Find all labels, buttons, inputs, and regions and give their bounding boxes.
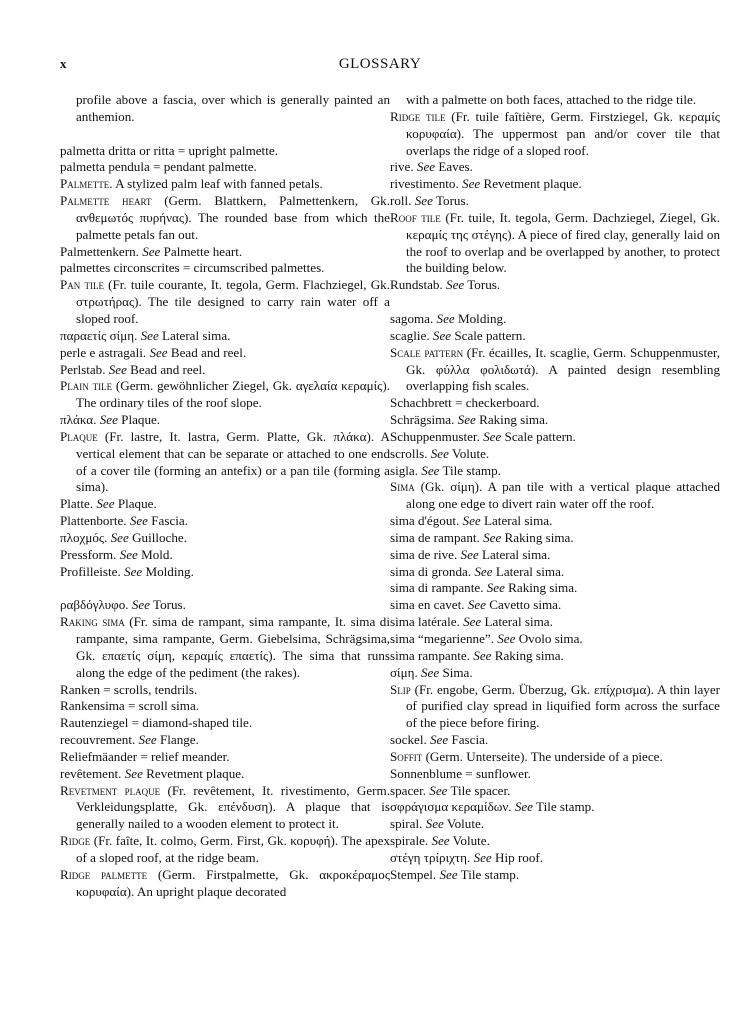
entry-term: πλάκα [60, 412, 94, 428]
running-head-title: GLOSSARY [338, 56, 422, 72]
glossary-entry [390, 867, 720, 884]
glossary-entry [390, 631, 720, 648]
glossary-entry [390, 564, 720, 581]
cross-reference: Revetment plaque. [480, 176, 582, 192]
entry-definition: . [467, 849, 474, 865]
glossary-entry [390, 311, 720, 328]
see-label: See [124, 563, 143, 579]
glossary-entry [60, 783, 390, 834]
entry-term: Palmette [60, 176, 110, 192]
glossary-entry [390, 210, 720, 277]
entry-definition: . [419, 816, 426, 832]
entry-definition: . [123, 513, 130, 529]
glossary-entry [390, 530, 720, 547]
entry-definition: (Fr. lastre, It. lastra, Germ. Platte, Gk. πλάκα). A vertical element that can be separate or attached to one end of a cover tile (forming an antefix) or a pan tile (forming a sima). [76, 428, 390, 495]
entry-term: Roof tile [390, 209, 441, 225]
see-label: See [140, 327, 159, 343]
entry-term: Rankensima [60, 698, 125, 714]
entry-definition: . [113, 546, 120, 562]
entry-definition: . [89, 496, 97, 512]
entry-definition: . [456, 614, 464, 630]
see-label: See [463, 614, 482, 630]
glossary-entry [390, 176, 720, 193]
see-label: See [108, 361, 127, 377]
entry-definition: . [423, 732, 430, 748]
glossary-entry [390, 328, 720, 345]
entry-definition: . [414, 462, 422, 478]
cross-reference: Raking sima. [501, 529, 574, 545]
glossary-entry [390, 665, 720, 682]
entry-definition: = diamond-shaped tile. [128, 715, 253, 731]
cross-reference: Torus. [432, 193, 469, 209]
entry-definition: . [476, 529, 484, 545]
glossary-column-right [390, 92, 720, 884]
entry-term: Schrägsima [390, 412, 452, 428]
see-label: See [457, 412, 476, 428]
entry-definition: . [451, 412, 458, 428]
entry-term: sigla [390, 462, 415, 478]
entry-definition: . [461, 597, 468, 613]
entry-definition: . [410, 159, 417, 175]
cross-reference: Lateral sima. [478, 546, 551, 562]
entry-term: Platte [60, 496, 90, 512]
entry-term: scaglie [390, 327, 427, 343]
glossary-entry [60, 614, 390, 681]
glossary-entry [390, 783, 720, 800]
cross-reference: Torus. [464, 277, 501, 293]
glossary-entry [60, 682, 390, 699]
entry-term: Pan tile [60, 277, 104, 293]
entry-term: sima “megarienne” [390, 631, 491, 646]
entry-definition: = sunflower. [462, 765, 531, 781]
glossary-entry [60, 732, 390, 749]
entry-definition: . [439, 277, 447, 293]
glossary-entry [60, 92, 390, 126]
entry-definition: . [414, 664, 421, 680]
entry-definition: or ritta = upright palmette. [136, 142, 278, 158]
cross-reference: Cavetto sima. [485, 597, 562, 613]
glossary-entry [390, 766, 720, 783]
entry-term: scrolls [390, 445, 425, 461]
entry-definition: (Germ. gewöhnlicher Ziegel, Gk. αγελαία κεραμίς). The ordinary tiles of the roof slope. [76, 378, 390, 411]
glossary-entry [390, 648, 720, 665]
cross-reference: Molding. [454, 310, 507, 326]
entry-definition: . [131, 732, 139, 748]
entry-gap [390, 294, 720, 311]
glossary-entry [390, 799, 720, 816]
entry-definition: . [142, 344, 150, 360]
entry-definition: . [454, 546, 461, 562]
entry-term: sima latérale [390, 614, 457, 630]
entry-definition: (Gk. σίμη). A pan tile with a vertical plaque attached along one edge to divert rain water off the roof. [406, 479, 720, 512]
entry-definition: . [422, 782, 430, 798]
glossary-entry [60, 412, 390, 429]
glossary-entry [60, 244, 390, 261]
entry-definition: = scroll sima. [124, 698, 200, 714]
see-label: See [446, 277, 465, 293]
glossary-entry [60, 277, 390, 328]
entry-term: Perlstab [60, 361, 103, 377]
cross-reference: Hip roof. [491, 849, 544, 865]
see-label: See [429, 782, 448, 798]
entry-term: Raking sima [60, 614, 125, 630]
entry-term: recouvrement [60, 732, 132, 748]
entry-term: perle e astragali [60, 344, 143, 360]
cross-reference: Bead and reel. [126, 361, 206, 377]
entry-definition: . [134, 327, 141, 343]
entry-term: πλοχμός [60, 529, 105, 545]
glossary-entry [60, 749, 390, 766]
entry-definition: (Fr. revêtement, It. rivestimento, Germ. Verkleidungsplatte, Gk. επένδυση). A plaque that is generally nailed to a wooden element to protect it. [76, 782, 390, 832]
glossary-entry [60, 530, 390, 547]
entry-term: sockel [390, 732, 424, 748]
cross-reference: Volute. [443, 816, 485, 832]
entry-definition: . [480, 580, 487, 596]
see-label: See [414, 193, 433, 209]
glossary-entry [60, 766, 390, 783]
entry-term: Ranken [60, 681, 100, 697]
entry-definition: . [104, 529, 111, 545]
entry-term: Palmette heart [60, 193, 152, 209]
entry-term: Stempel [390, 866, 433, 882]
glossary-entry [60, 496, 390, 513]
entry-definition: with a palmette on both faces, attached to the ridge tile. [406, 92, 697, 107]
entry-definition: = pendant palmette. [149, 159, 257, 175]
see-label: See [430, 732, 449, 748]
glossary-entry [390, 446, 720, 463]
glossary-entry [390, 159, 720, 176]
glossary-entry [390, 277, 720, 294]
glossary-entry [390, 412, 720, 429]
see-label: See [473, 849, 492, 865]
glossary-entry [390, 193, 720, 210]
entry-definition: . [117, 563, 125, 579]
see-label: See [416, 159, 436, 175]
glossary-entry [390, 395, 720, 412]
entry-definition: . [408, 193, 415, 209]
cross-reference: Ovolo sima. [515, 631, 583, 646]
glossary-entry [60, 328, 390, 345]
cross-reference: Mold. [137, 546, 173, 562]
entry-term: rivestimento [390, 176, 456, 192]
entry-definition: . [135, 243, 143, 259]
see-label: See [142, 243, 161, 259]
entry-definition: . [424, 445, 431, 461]
entry-term: Sonnenblume [390, 765, 463, 781]
entry-definition: . [508, 799, 515, 815]
glossary-entry [60, 513, 390, 530]
cross-reference: Palmette heart. [160, 243, 243, 259]
entry-term: στέγη τρίριχτη [390, 849, 468, 865]
page-header [60, 56, 700, 78]
glossary-column-left [60, 92, 390, 901]
glossary-entry [390, 513, 720, 530]
entry-definition: (Fr. sima de rampant, sima rampante, It. sima di rampante, sima rampante, Germ. Giebelsima, Schrägsima, Gk. επαετίς σίμη, κεραμίς επαετίς). The sima that runs along the edge of the pediment (the rakes). [76, 614, 390, 680]
entry-definition: (Fr. tuile, It. tegola, Germ. Dachziegel, Ziegel, Gk. κεραμίς της στέγης). A piece of fired clay, generally laid on the roof to overlap and be overlapped by another, to protect the building below. [406, 209, 720, 276]
entry-definition: . [467, 563, 475, 579]
entry-term: σφράγισμα κεραμίδων [390, 799, 509, 815]
cross-reference: Tile stamp. [533, 799, 595, 815]
entry-term: παραετίς σίμη [60, 327, 135, 343]
entry-term: Ridge palmette [60, 866, 148, 882]
see-label: See [425, 816, 444, 832]
entry-term: Schuppenmuster [390, 428, 477, 444]
entry-definition: (Germ. Firstpalmette, Gk. ακροκέραμος κορυφαία). An upright plaque decorated [76, 866, 391, 899]
see-label: See [129, 513, 148, 529]
see-label: See [439, 866, 458, 882]
see-label: See [431, 833, 450, 849]
glossary-entry [60, 867, 390, 901]
entry-term: Sima [390, 479, 415, 495]
see-label: See [149, 344, 168, 360]
entry-term: Plaque [60, 428, 98, 444]
see-label: See [460, 546, 479, 562]
glossary-entry [390, 749, 720, 766]
cross-reference: Tile stamp. [457, 866, 520, 882]
glossary-entry [60, 159, 390, 176]
entry-definition: . [424, 833, 432, 849]
glossary-entry [60, 193, 390, 244]
cross-reference: Lateral sima. [158, 327, 231, 343]
entry-term: Revetment plaque [60, 782, 161, 798]
glossary-entry [60, 698, 390, 715]
cross-reference: Eaves. [435, 159, 473, 175]
glossary-entry [60, 260, 390, 277]
glossary-entry [390, 850, 720, 867]
see-label: See [432, 327, 452, 343]
entry-definition: . [432, 866, 440, 882]
cross-reference: Torus. [149, 597, 186, 613]
entry-definition: = checkerboard. [451, 395, 540, 411]
see-label: See [430, 445, 449, 461]
glossary-entry [60, 176, 390, 193]
glossary-entry [60, 833, 390, 867]
entry-term: palmetta dritta [60, 142, 136, 158]
see-label: See [124, 765, 143, 781]
see-label: See [99, 412, 118, 428]
entry-term: Plain tile [60, 378, 113, 394]
see-label: See [514, 799, 533, 815]
entry-term: Reliefmäander [60, 748, 138, 764]
glossary-entry [60, 362, 390, 379]
entry-definition: . [118, 765, 125, 781]
see-label: See [473, 647, 492, 663]
entry-term: sima d'égout [390, 513, 456, 529]
entry-term: sima di rampante [390, 580, 481, 596]
cross-reference: Revetment plaque. [142, 765, 245, 781]
see-label: See [96, 496, 115, 512]
entry-term: roll [390, 193, 409, 209]
cross-reference: Scale pattern. [501, 428, 576, 444]
see-label: See [138, 732, 157, 748]
cross-reference: Fascia. [448, 732, 489, 748]
entry-definition: = circumscribed palmettes. [179, 260, 325, 276]
see-label: See [110, 529, 129, 545]
glossary-entry [390, 580, 720, 597]
entry-term: Schachbrett [390, 395, 452, 411]
entry-definition: (Germ. Blattkern, Palmettenkern, Gk. ανθεμωτός πυρήνας). The rounded base from which the palmette petals fan out. [76, 193, 390, 242]
cross-reference: Tile stamp. [439, 462, 501, 478]
glossary-entry [390, 345, 720, 396]
entry-term: revêtement [60, 765, 119, 781]
entry-term: Scale pattern [390, 344, 464, 360]
entry-term: sima de rampant [390, 529, 477, 545]
glossary-entry [60, 547, 390, 564]
see-label: See [483, 428, 502, 444]
glossary-entry [390, 833, 720, 850]
glossary-entry [390, 429, 720, 446]
entry-term: palmettes circonscrites [60, 260, 180, 276]
cross-reference: Volute. [449, 833, 490, 849]
entry-gap [60, 126, 390, 143]
entry-term: spiral [390, 816, 420, 832]
entry-term: Slip [390, 681, 411, 697]
see-label: See [486, 580, 505, 596]
entry-definition: . [490, 631, 498, 646]
page-number: x [60, 56, 67, 71]
entry-definition: . [125, 597, 132, 613]
entry-term: sagoma [390, 310, 430, 326]
entry-definition: profile above a fascia, over which is generally painted an anthemion. [76, 92, 390, 124]
glossary-entry [60, 378, 390, 412]
see-label: See [119, 546, 138, 562]
cross-reference: Plaque. [117, 412, 161, 428]
entry-definition: (Fr. tuile courante, It. tegola, Germ. Flachziegel, Gk. στρωτήρας). The tile designed to carry rain water off a sloped roof. [76, 277, 391, 326]
entry-definition: . [456, 513, 463, 529]
entry-definition: . [93, 412, 100, 428]
entry-term: sima de rive [390, 546, 454, 562]
cross-reference: Volute. [448, 445, 490, 461]
cross-reference: Fascia. [148, 513, 188, 529]
entry-definition: (Fr. faîte, It. colmo, Germ. First, Gk. κορυφή). The apex of a sloped roof, at the ridge beam. [76, 833, 390, 865]
entry-term: Profilleiste [60, 563, 118, 579]
glossary-entry [390, 463, 720, 480]
glossary-entry [390, 597, 720, 614]
entry-term: Palmettenkern [60, 243, 136, 259]
entry-definition: . [466, 647, 474, 663]
entry-definition: = scrolls, tendrils. [100, 681, 198, 697]
cross-reference: Tile spacer. [447, 782, 511, 798]
entry-definition: = relief meander. [137, 748, 230, 764]
see-label: See [436, 310, 455, 326]
see-label: See [462, 176, 481, 192]
cross-reference: Lateral sima. [481, 614, 553, 630]
entry-term: Plattenborte [60, 513, 124, 529]
entry-term: σίμη [390, 664, 415, 680]
cross-reference: Raking sima. [504, 580, 578, 596]
glossary-entry [60, 597, 390, 614]
glossary-entry [390, 732, 720, 749]
entry-term: palmetta pendula [60, 159, 150, 175]
entry-term: spirale [390, 833, 425, 849]
entry-term: Soffit [390, 748, 423, 764]
entry-definition: (Germ. Unterseite). The underside of a piece. [422, 748, 663, 764]
entry-definition: (Fr. écailles, It. scaglie, Germ. Schuppenmuster, Gk. φύλλα φολιδωτά). A painted design resembling overlapping fish scales. [406, 344, 720, 394]
cross-reference: Guilloche. [128, 529, 187, 545]
glossary-entry [60, 143, 390, 160]
cross-reference: Raking sima. [475, 412, 549, 428]
entry-definition: . [426, 327, 433, 343]
glossary-entry [60, 715, 390, 732]
glossary-entry [60, 429, 390, 496]
entry-definition: . A stylized palm leaf with fanned petals. [109, 176, 323, 192]
cross-reference: Lateral sima. [492, 563, 565, 579]
see-label: See [467, 597, 486, 613]
entry-definition: . [455, 176, 463, 192]
entry-definition: . [476, 428, 484, 444]
entry-term: sima en cavet [390, 597, 462, 613]
entry-term: Ridge [60, 833, 91, 849]
entry-definition: (Fr. engobe, Germ. Überzug, Gk. επίχρισμα). A thin layer of purified clay spread in liquified form across the surface of the piece before firing. [406, 681, 720, 731]
see-label: See [483, 529, 502, 545]
entry-term: Rundstab [390, 277, 440, 293]
glossary-entry [390, 614, 720, 631]
cross-reference: Plaque. [114, 496, 157, 512]
entry-term: Pressform [60, 546, 114, 562]
glossary-entry [390, 109, 720, 160]
glossary-entry [390, 816, 720, 833]
cross-reference: Scale pattern. [451, 327, 526, 343]
see-label: See [474, 563, 493, 579]
entry-term: rive [390, 159, 411, 175]
glossary-entry [60, 564, 390, 581]
glossary-entry [390, 479, 720, 513]
cross-reference: Raking sima. [491, 647, 564, 663]
entry-term: sima rampante [390, 647, 467, 663]
entry-term: sima di gronda [390, 563, 468, 579]
see-label: See [462, 513, 481, 529]
entry-term: ραβδόγλυφο [60, 597, 126, 613]
glossary-entry [60, 345, 390, 362]
cross-reference: Sima. [439, 664, 473, 680]
glossary-entry [390, 682, 720, 733]
entry-gap [60, 580, 390, 597]
entry-definition: . [430, 310, 437, 326]
see-label: See [497, 631, 516, 646]
cross-reference: Flange. [156, 732, 199, 748]
see-label: See [421, 664, 440, 680]
see-label: See [421, 462, 440, 478]
entry-definition: . [102, 361, 109, 377]
cross-reference: Bead and reel. [167, 344, 247, 360]
see-label: See [131, 597, 150, 613]
glossary-entry [390, 547, 720, 564]
entry-definition: (Fr. tuile faîtière, Germ. Firstziegel, Gk. κεραμίς κορυφαία). The uppermost pan and/or cover tile that overlaps the ridge of a sloped roof. [406, 108, 720, 158]
entry-term: spacer [390, 782, 423, 798]
entry-term: Ridge tile [390, 108, 446, 124]
cross-reference: Molding. [142, 563, 194, 579]
cross-reference: Lateral sima. [480, 513, 553, 529]
glossary-entry [390, 92, 720, 109]
entry-term: Rautenziegel [60, 715, 129, 731]
